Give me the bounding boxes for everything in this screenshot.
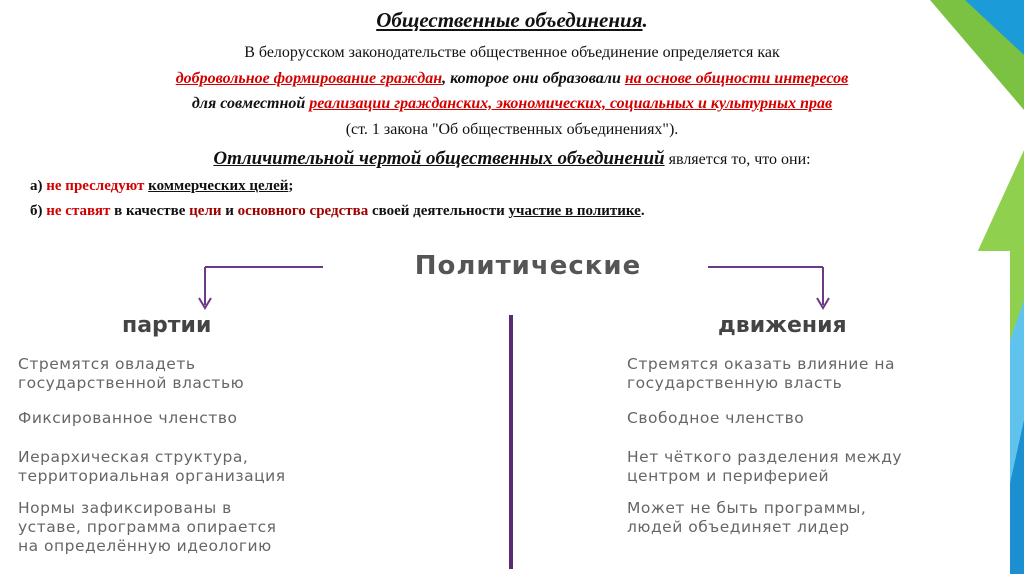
left-item-2: Фиксированное членство xyxy=(18,409,238,427)
feature-item-b: б) не ставят в качестве цели и основного средства своей деятельности участие в политике. xyxy=(30,203,645,219)
intro-line-3: для совместной реализации гражданских, экономических, социальных и культурных прав xyxy=(191,95,833,112)
right-item-3: Нет чёткого разделения между центром и периферией xyxy=(627,448,903,485)
intro-line-4: (ст. 1 закона "Об общественных объединениях"). xyxy=(345,121,679,138)
right-item-2: Свободное членство xyxy=(627,409,805,427)
intro-line-2: добровольное формирование граждан, которое они образовали на основе общности интересов xyxy=(175,70,849,87)
feature-lead: Отличительной чертой общественных объединений является то, что они: xyxy=(213,148,811,169)
right-item-4: Может не быть программы, людей объединяет лидер xyxy=(627,499,867,536)
right-item-1: Стремятся оказать влияние на государственную власть xyxy=(627,355,895,392)
left-item-1: Стремятся овладеть государственной властью xyxy=(18,355,245,392)
left-item-4: Нормы зафиксированы в уставе, программа опирается на определённую идеологию xyxy=(18,499,277,555)
left-item-3: Иерархическая структура, территориальная организация xyxy=(18,448,286,485)
left-column-heading: партии xyxy=(122,313,212,338)
right-column-heading: движения xyxy=(718,313,847,338)
diagram-title: Политические xyxy=(414,251,642,281)
intro-line-1: В белорусском законодательстве общественное объединение определяется как xyxy=(244,44,780,61)
parties-vs-movements-diagram xyxy=(18,251,1010,574)
page-title: Общественные объединения. xyxy=(376,8,648,32)
feature-item-a: а) не преследуют коммерческих целей; xyxy=(30,178,294,194)
